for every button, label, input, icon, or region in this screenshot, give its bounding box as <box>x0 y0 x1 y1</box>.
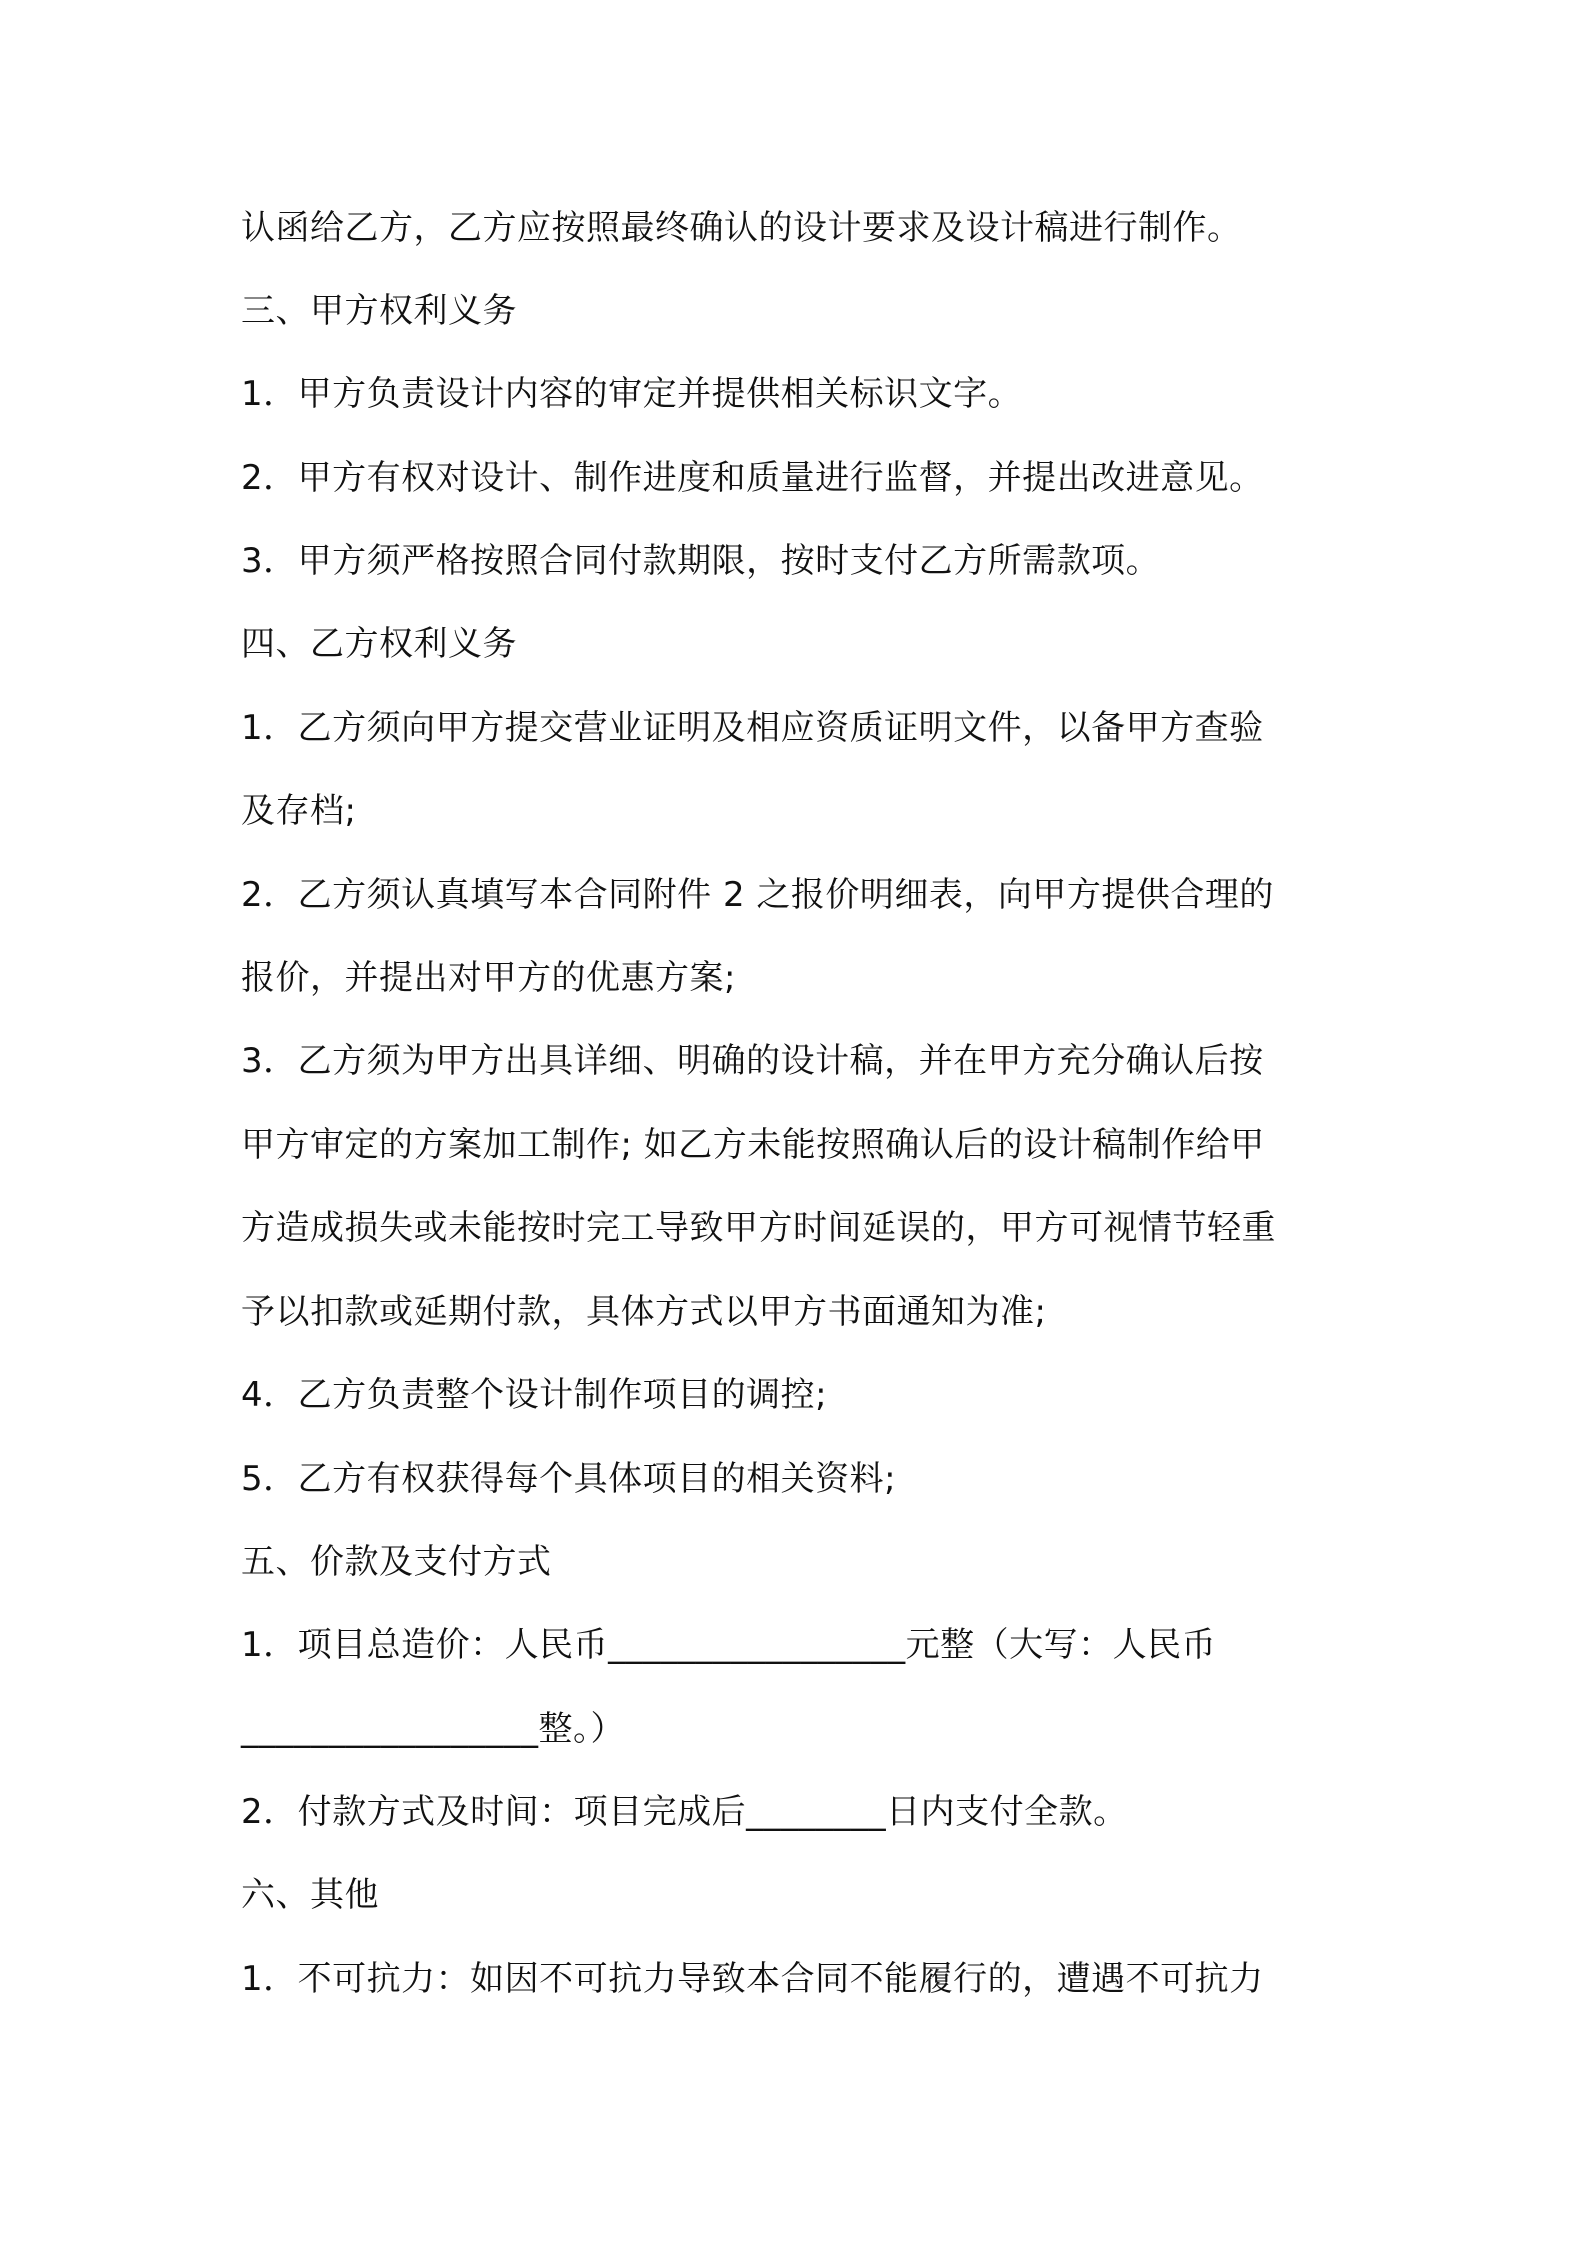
paragraph-line: 3．乙方须为甲方出具详细、明确的设计稿，并在甲方充分确认后按 <box>241 1041 1264 1081</box>
paragraph-line: 2．付款方式及时间：项目完成后________日内支付全款。 <box>241 1792 1128 1832</box>
paragraph-line: 5．乙方有权获得每个具体项目的相关资料; <box>241 1459 897 1499</box>
paragraph-line: 及存档; <box>241 791 357 831</box>
paragraph-line: 甲方审定的方案加工制作; 如乙方未能按照确认后的设计稿制作给甲 <box>241 1125 1265 1165</box>
paragraph-line: 认函给乙方，乙方应按照最终确认的设计要求及设计稿进行制作。 <box>241 208 1242 248</box>
paragraph-line: 4．乙方负责整个设计制作项目的调控; <box>241 1375 828 1415</box>
paragraph-line: 1．乙方须向甲方提交营业证明及相应资质证明文件，以备甲方查验 <box>241 708 1264 748</box>
section-heading-6: 六、其他 <box>241 1875 379 1915</box>
section-heading-3: 三、甲方权利义务 <box>241 291 517 331</box>
paragraph-line: 1．项目总造价：人民币_________________元整（大写：人民币 <box>241 1625 1217 1665</box>
paragraph-line: 3．甲方须严格按照合同付款期限，按时支付乙方所需款项。 <box>241 541 1161 581</box>
paragraph-line: 方造成损失或未能按时完工导致甲方时间延误的，甲方可视情节轻重 <box>241 1208 1276 1248</box>
section-heading-4: 四、乙方权利义务 <box>241 624 517 664</box>
paragraph-line: 2．乙方须认真填写本合同附件 2 之报价明细表，向甲方提供合理的 <box>241 875 1274 915</box>
paragraph-line: 1．甲方负责设计内容的审定并提供相关标识文字。 <box>241 374 1023 414</box>
paragraph-line: _________________整。） <box>241 1709 625 1749</box>
paragraph-line: 1．不可抗力：如因不可抗力导致本合同不能履行的，遭遇不可抗力 <box>241 1959 1264 1999</box>
paragraph-line: 予以扣款或延期付款，具体方式以甲方书面通知为准; <box>241 1292 1047 1332</box>
paragraph-line: 报价，并提出对甲方的优惠方案; <box>241 958 736 998</box>
paragraph-line: 2．甲方有权对设计、制作进度和质量进行监督，并提出改进意见。 <box>241 458 1264 498</box>
section-heading-5: 五、价款及支付方式 <box>241 1542 552 1582</box>
